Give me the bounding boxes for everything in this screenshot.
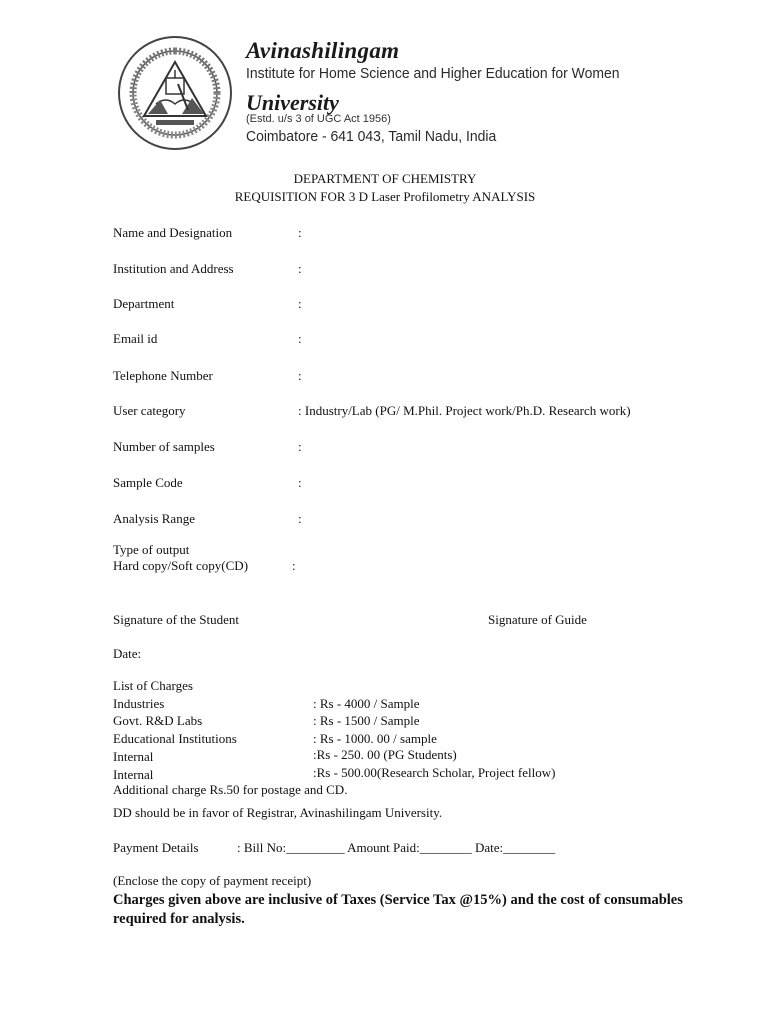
- charge-label-educational: Educational Institutions: [113, 731, 237, 746]
- payment-details[interactable]: : Bill No:_________ Amount Paid:________ Date:________: [237, 840, 556, 855]
- charge-label-internal-research: Internal: [113, 767, 154, 782]
- payment-label: Payment Details: [113, 840, 199, 855]
- charge-value-educational: : Rs - 1000. 00 / sample: [313, 731, 437, 746]
- department-title: DEPARTMENT OF CHEMISTRY: [293, 171, 477, 186]
- additional-charge-note: Additional charge Rs.50 for postage and CD.: [113, 782, 348, 797]
- field-label-email: Email id: [113, 331, 158, 346]
- field-value-email[interactable]: :: [298, 331, 302, 346]
- field-label-user-category: User category: [113, 403, 186, 418]
- university-name: Avinashilingam: [246, 38, 400, 63]
- field-label-institution: Institution and Address: [113, 261, 234, 276]
- field-value-num-samples[interactable]: :: [298, 439, 302, 454]
- charges-heading: List of Charges: [113, 678, 193, 693]
- field-value-institution[interactable]: :: [298, 261, 302, 276]
- established-line: (Estd. u/s 3 of UGC Act 1956): [246, 113, 391, 125]
- output-type-value[interactable]: :: [292, 558, 296, 573]
- field-value-analysis-range[interactable]: :: [298, 511, 302, 526]
- field-value-name[interactable]: :: [298, 225, 302, 240]
- charge-label-industries: Industries: [113, 696, 165, 711]
- field-label-num-samples: Number of samples: [113, 439, 215, 454]
- field-value-sample-code[interactable]: :: [298, 475, 302, 490]
- student-signature: Signature of the Student: [113, 612, 240, 627]
- requisition-title: REQUISITION FOR 3 D Laser Profilometry ANALYSIS: [234, 189, 536, 204]
- enclose-note: (Enclose the copy of payment receipt): [113, 873, 312, 888]
- charge-value-internal-pg: :Rs - 250. 00 (PG Students): [313, 747, 457, 762]
- field-label-name: Name and Designation: [113, 225, 233, 240]
- field-label-analysis-range: Analysis Range: [113, 511, 195, 526]
- taxes-note: Charges given above are inclusive of Taxes (Service Tax @15%) and the cost of consumables required for analysis.: [113, 892, 683, 927]
- university-word: University: [246, 90, 339, 115]
- output-type-options: Hard copy/Soft copy(CD): [113, 558, 249, 573]
- charge-value-industries: : Rs - 4000 / Sample: [313, 696, 420, 711]
- field-label-sample-code: Sample Code: [113, 475, 183, 490]
- field-label-department: Department: [113, 296, 175, 311]
- dd-note: DD should be in favor of Registrar, Avinashilingam University.: [113, 805, 443, 820]
- field-label-telephone: Telephone Number: [113, 368, 213, 383]
- institute-line: Institute for Home Science and Higher Education for Women: [246, 65, 620, 82]
- field-value-telephone[interactable]: :: [298, 368, 302, 383]
- charge-value-internal-research: :Rs - 500.00(Research Scholar, Project fellow): [313, 765, 556, 780]
- field-value-user-category[interactable]: : Industry/Lab (PG/ M.Phil. Project work/Ph.D. Research work): [298, 403, 631, 418]
- guide-signature: Signature of Guide: [488, 612, 587, 627]
- university-logo: [116, 34, 234, 152]
- city-line: Coimbatore - 641 043, Tamil Nadu, India: [246, 128, 497, 145]
- output-type-label: Type of output: [113, 542, 190, 557]
- field-value-department[interactable]: :: [298, 296, 302, 311]
- charge-value-govt: : Rs - 1500 / Sample: [313, 713, 420, 728]
- date-label: Date:: [113, 646, 142, 661]
- charge-label-internal-pg: Internal: [113, 749, 154, 764]
- charge-label-govt: Govt. R&D Labs: [113, 713, 203, 728]
